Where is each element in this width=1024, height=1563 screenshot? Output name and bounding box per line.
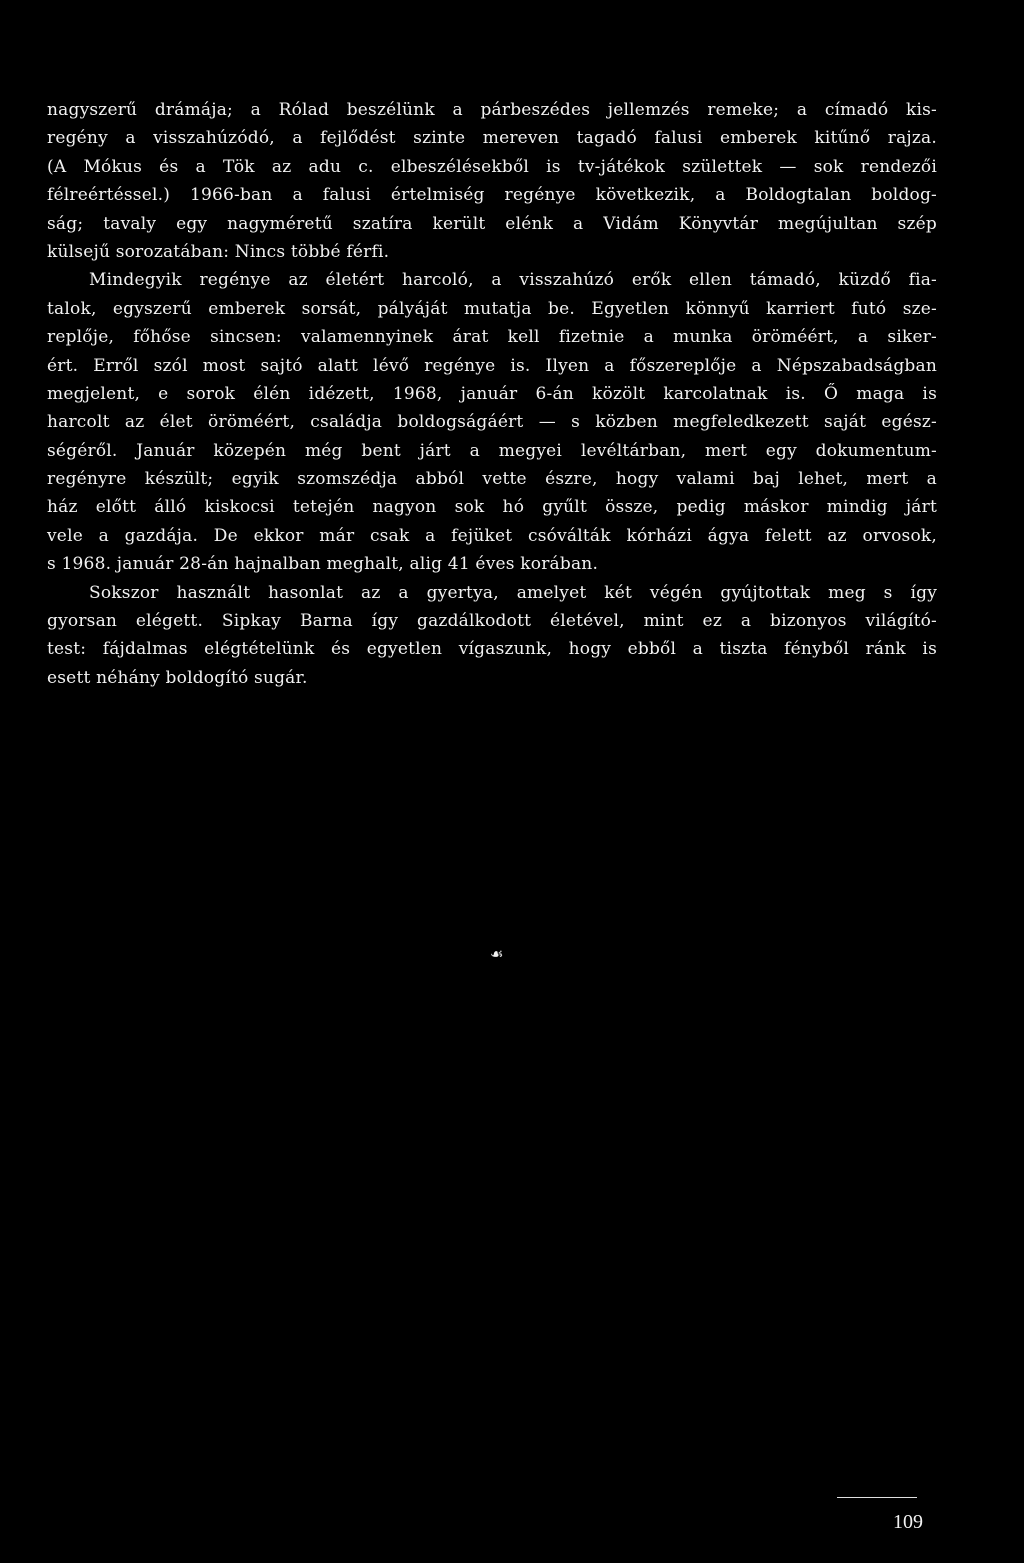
text-line: ért. Erről szól most sajtó alatt lévő regénye is. Ilyen a főszereplője a Népszabadságban [47, 355, 937, 376]
text-line: félreértéssel.) 1966-ban a falusi értelmiség regénye következik, a Boldogtalan boldog- [47, 185, 937, 206]
text-line: test: fájdalmas elégtételünk és egyetlen vígaszunk, hogy ebből a tiszta fényből ránk is [47, 639, 937, 660]
footer-rule [837, 1497, 917, 1498]
text-line: (A Mókus és a Tök az adu c. elbeszélésekből is tv-játékok születtek — sok rendezői [47, 156, 937, 177]
text-line: harcolt az élet öröméért, családja boldogságáért — s közben megfeledkezett saját egész- [47, 412, 937, 433]
body-text [47, 96, 937, 692]
text-line: s 1968. január 28-án hajnalban meghalt, alig 41 éves korában. [47, 554, 599, 575]
text-line: replője, főhőse sincsen: valamennyinek árat kell fizetnie a munka öröméért, a siker- [47, 327, 937, 348]
text-line: nagyszerű drámája; a Rólad beszélünk a párbeszédes jellemzés remeke; a címadó kis- [47, 100, 937, 120]
text-line: vele a gazdája. De ekkor már csak a fejüket csóválták kórházi ágya felett az orvosok, [47, 525, 937, 546]
text-line: regény a visszahúzódó, a fejlődést szinte mereven tagadó falusi emberek kitűnő rajza. [47, 128, 937, 149]
ornament-icon: ☙ [490, 945, 504, 963]
text-line: megjelent, e sorok élén idézett, 1968, január 6-án közölt karcolatnak is. Ő maga is [47, 383, 937, 404]
text-line: esett néhány boldogító sugár. [47, 667, 308, 688]
text-line: regényre készült; egyik szomszédja abból vette észre, hogy valami baj lehet, mert a [47, 469, 937, 490]
text-line: Sokszor használt hasonlat az a gyertya, amelyet két végén gyújtottak meg s így [89, 582, 937, 603]
page-number: 109 [893, 1511, 923, 1533]
text-line: gyorsan elégett. Sipkay Barna így gazdálkodott életével, mint ez a bizonyos világító- [47, 611, 937, 632]
text-line: ság; tavaly egy nagyméretű szatíra került elénk a Vidám Könyvtár megújultan szép [47, 213, 937, 234]
text-line: külsejű sorozatában: Nincs többé férfi. [47, 241, 390, 262]
text-line: ház előtt álló kiskocsi tetején nagyon sok hó gyűlt össze, pedig máskor mindig járt [47, 497, 937, 518]
text-line: ségéről. Január közepén még bent járt a megyei levéltárban, mert egy dokumentum- [47, 440, 937, 461]
text-line: talok, egyszerű emberek sorsát, pályáját mutatja be. Egyetlen könnyű karriert futó sze- [47, 298, 937, 319]
text-line: Mindegyik regénye az életért harcoló, a visszahúzó erők ellen támadó, küzdő fia- [89, 270, 937, 291]
